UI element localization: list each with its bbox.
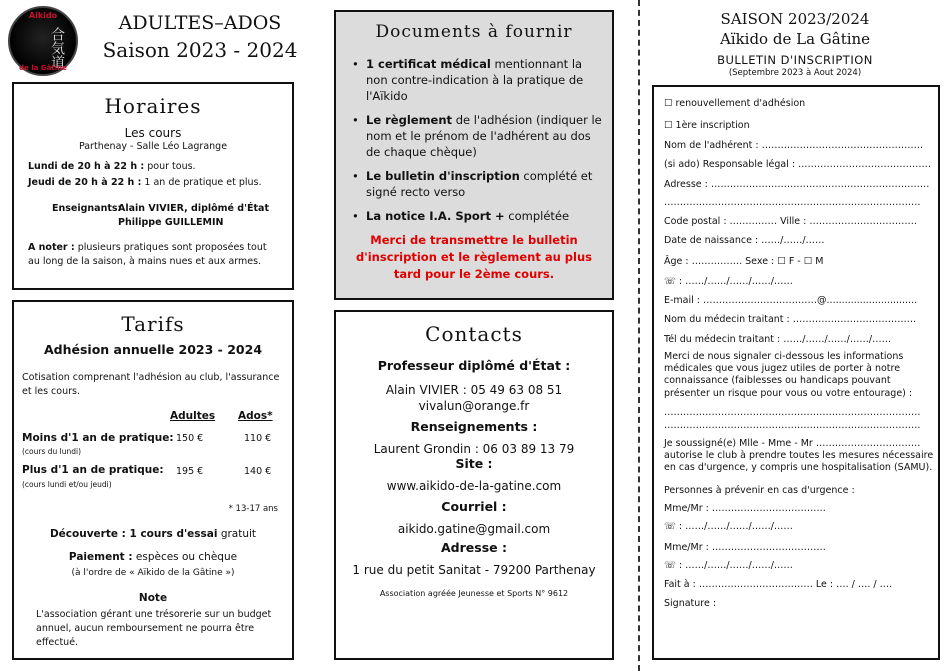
tarifs-note-text: L'association gérant une trésorerie sur un budget annuel, aucun remboursement ne pourra être effectué.: [36, 609, 272, 648]
document-item: [350, 168, 602, 200]
row1-adultes: 150 €: [176, 433, 204, 444]
registration-form: [652, 85, 940, 660]
guardian-field[interactable]: (si ado) Responsable légal : ……………………………………: [664, 159, 932, 170]
col-adultes: Adultes: [170, 410, 216, 422]
row2-label: Plus d'1 an de pratique:: [22, 464, 164, 476]
renewal-checkbox[interactable]: ☐ renouvellement d'adhésion: [664, 98, 806, 109]
horaires-location: Parthenay - Salle Léo Lagrange: [78, 141, 228, 152]
row1-label: Moins d'1 an de pratique:: [22, 432, 174, 444]
teacher-2: Philippe GUILLEMIN: [118, 217, 224, 228]
member-name-field[interactable]: Nom de l'adhérent : ……………………………………………: [664, 140, 924, 151]
form-season: SAISON 2023/2024: [720, 10, 870, 28]
horaires-line2-day: Jeudi de 20 h à 22 h :: [28, 177, 142, 188]
row2-sub: (cours lundi et/ou jeudi): [22, 480, 112, 489]
horaires-line1-day: Lundi de 20 h à 22 h :: [28, 161, 145, 172]
horaires-note: [28, 241, 278, 269]
row2-ados: 140 €: [244, 466, 272, 477]
postcode-city-field[interactable]: Code postal : …………… Ville : …………………………….: [664, 216, 917, 227]
decouverte: [14, 528, 292, 540]
document-item-text: de l'adhésion (indiquer le nom et le prénom de l'adhérent au dos de chaque chèque): [366, 113, 602, 159]
prof-label: Professeur diplômé d'État :: [377, 358, 571, 373]
signature-field[interactable]: Signature :: [664, 598, 717, 609]
document-item: [350, 112, 602, 160]
tarifs-section: [12, 300, 294, 660]
emergency-phone-2[interactable]: ☏ : ……/……/……/……/……: [664, 560, 793, 571]
horaires-line1-text: pour tous.: [144, 161, 196, 172]
site-label: Site :: [455, 456, 493, 471]
medical-info-text: Merci de nous signaler ci-dessous les informations médicales que vous jugez utiles de porter à notre connaissance (faiblesses ou handicaps pouvant présenter un risque pour vous ou votre entourage) :: [664, 351, 913, 399]
emergency-phone-1[interactable]: ☏ : ……/……/……/……/……: [664, 521, 793, 532]
document-item-label: La notice I.A. Sport +: [366, 209, 505, 223]
emergency-contact-2[interactable]: Mme/Mr : ………………………………: [664, 542, 826, 553]
tarifs-intro: Cotisation comprenant l'adhésion au club, l'assurance et les cours.: [22, 372, 280, 397]
contacts-section: [334, 310, 614, 660]
header-title: ADULTES–ADOS: [118, 12, 282, 34]
row1-ados: 110 €: [244, 433, 272, 444]
document-item-label: Le bulletin d'inscription: [366, 169, 520, 183]
mail[interactable]: aikido.gatine@gmail.com: [397, 522, 551, 536]
paiement-label: Paiement :: [68, 551, 133, 563]
teacher-1: Alain VIVIER, diplômé d'État: [118, 203, 269, 214]
horaires-subtitle: Les cours: [124, 126, 182, 140]
email-field[interactable]: E-mail : ………………………………@..............................: [664, 295, 918, 306]
document-item-text: mentionnant la non contre-indication à la pratique de l'Aïkido: [366, 57, 584, 103]
row2-adultes: 195 €: [176, 466, 204, 477]
address-field[interactable]: Adresse : ……………………………………………………………: [664, 179, 930, 190]
medical-info-line-1[interactable]: ………………………………………………………………………: [664, 407, 921, 418]
horaires-title: Horaires: [104, 94, 202, 118]
ados-note: * 13-17 ans: [228, 504, 278, 514]
horaires-section: [12, 82, 294, 290]
paiement: [14, 551, 292, 563]
prof-email: vivalun@orange.fr: [418, 399, 530, 413]
phone-field[interactable]: ☏ : ……/……/……/……/……: [664, 276, 793, 287]
consent-text[interactable]: Je soussigné(e) Mlle - Mme - Mr …………………………… autorise le club à prendre toutes les mesures nécessaire en cas d'urgence, y compris une hospitalisation (SAMU).: [664, 438, 934, 474]
document-item: [350, 208, 602, 224]
mail-label: Courriel :: [441, 499, 507, 514]
tarifs-note-title: Note: [138, 592, 168, 604]
address: 1 rue du petit Sanitat - 79200 Parthenay: [352, 563, 596, 577]
site-url[interactable]: www.aikido-de-la-gatine.com: [386, 479, 562, 493]
documents-list: [350, 56, 602, 224]
age-sex-field[interactable]: Âge : ……………. Sexe : ☐ F - ☐ M: [664, 256, 824, 267]
document-item: [350, 56, 602, 104]
first-registration-checkbox[interactable]: ☐ 1ère inscription: [664, 120, 750, 131]
document-item-label: Le règlement: [366, 113, 453, 127]
medical-info-line-2[interactable]: ………………………………………………………………………: [664, 420, 921, 431]
form-dates: (Septembre 2023 à Aout 2024): [728, 68, 862, 78]
decouverte-label: Découverte : 1 cours d'essai: [49, 528, 218, 540]
document-item-label: 1 certificat médical: [366, 57, 491, 71]
club-logo: [8, 6, 78, 76]
documents-section: [334, 10, 614, 300]
emergency-contact-1[interactable]: Mme/Mr : ………………………………: [664, 503, 826, 514]
decouverte-text: gratuit: [217, 528, 257, 540]
documents-title: Documents à fournir: [375, 22, 573, 42]
info-label: Renseignements :: [410, 419, 538, 434]
horaires-line2-text: 1 an de pratique et plus.: [141, 177, 262, 188]
address-label: Adresse :: [441, 540, 507, 555]
logo-bottom-text: de la Gâtine: [19, 64, 67, 72]
horaires-line2: [28, 176, 292, 190]
prof-name-phone: Alain VIVIER : 05 49 63 08 51: [385, 383, 563, 397]
row1-sub: (cours du lundi): [22, 447, 82, 456]
teachers-label: Enseignants:: [52, 203, 122, 214]
logo-kanji: 合気道: [49, 27, 65, 69]
paiement-order: (à l'ordre de « Aïkido de la Gâtine »): [71, 568, 235, 578]
horaires-note-text: plusieurs pratiques sont proposées tout au long de la saison, à mains nues et aux armes.: [28, 242, 267, 267]
agreement: Association agréée Jeunesse et Sports N° 9612: [379, 589, 569, 598]
tarifs-title: Tarifs: [121, 312, 185, 336]
document-item-text: complétée: [504, 209, 570, 223]
logo-top-text: Aikido: [28, 11, 58, 20]
emergency-label: Personnes à prévenir en cas d'urgence :: [664, 485, 855, 496]
paiement-text: espèces ou chèque: [132, 551, 238, 563]
done-at-field[interactable]: Fait à : ……………………………… Le : …. / …. / ….: [664, 579, 893, 590]
document-item-text: complété et signé recto verso: [366, 169, 593, 199]
cut-line: [638, 0, 640, 671]
header-subtitle: Saison 2023 - 2024: [102, 38, 298, 62]
info-text: Laurent Grondin : 06 03 89 13 79: [373, 442, 575, 456]
form-bulletin-title: BULLETIN D'INSCRIPTION: [717, 53, 873, 67]
form-club: Aïkido de La Gâtine: [719, 30, 871, 48]
horaires-note-label: A noter :: [28, 242, 75, 253]
horaires-line1: [28, 160, 292, 174]
contacts-title: Contacts: [425, 322, 523, 346]
tarifs-subtitle: Adhésion annuelle 2023 - 2024: [43, 342, 263, 357]
documents-warning: Merci de transmettre le bulletin d'inscription et le règlement au plus tard pour le 2ème cours.: [355, 233, 593, 281]
doctor-phone-field[interactable]: Tél du médecin traitant : ……/……/……/……/……: [664, 334, 892, 345]
address-field-2[interactable]: ………………………………………………………………………: [664, 197, 921, 208]
birthdate-field[interactable]: Date de naissance : ……/……/……: [664, 235, 825, 246]
doctor-name-field[interactable]: Nom du médecin traitant : …………………………………: [664, 314, 917, 325]
col-ados: Ados*: [238, 410, 273, 422]
